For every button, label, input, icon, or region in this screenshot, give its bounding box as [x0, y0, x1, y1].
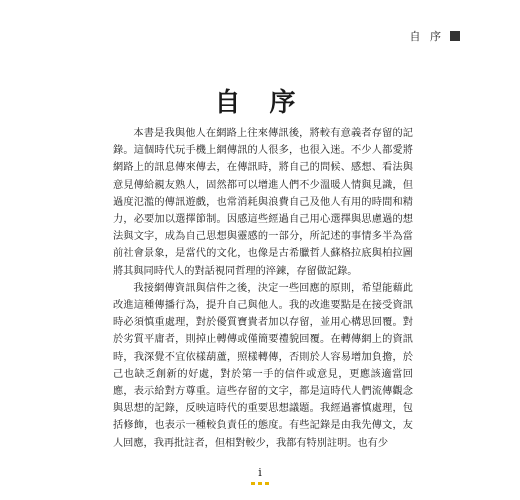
header-square-marker: [450, 31, 460, 41]
running-header-text: 自 序: [409, 30, 444, 43]
body-text: [113, 125, 413, 452]
page-number: i: [258, 466, 262, 479]
running-header: [410, 28, 461, 44]
paragraph-1: 本書是我與他人在網路上往來傳訊後，將較有意義者存留的記錄。這個時代玩手機上網傳訊的人很多，也很入迷。不少人都愛將網路上的訊息傳來傳去，在傳訊時，將自己的問候、感想、看法與意見傳給親友熟人，固然都可以增進人們不少溫暖人情與見識，但過度氾濫的傳訊遊戲，也常消耗與浪費自己及他人有用的時間和精力，必要加以選擇節制。因感這些經過自己用心選擇與思慮過的想法與文字，成為自己思想與靈感的一部分，所記述的事情多半為當前社會景象，是當代的文化，也像是古希臘哲人蘇格拉底與柏拉圖將其與同時代人的對話視同哲理的淬鍊，存留做記錄。: [113, 128, 413, 277]
page-number-ornament: [251, 482, 269, 485]
ornament-dot: [265, 482, 269, 485]
ornament-dot: [251, 482, 255, 485]
ornament-dot: [258, 482, 262, 485]
paragraph-2: 我接網傳資訊與信件之後，決定一些回應的原則，希望能藉此改進這種傳播行為，提升自己與他人。我的改進要點是在接受資訊時必須慎重處理，對於優質寶貴者加以存留，並用心構思回覆。對於劣質平庸者，則掉止轉傳或僅簡要禮貌回覆。在轉傳網上的資訊時，我深覺不宜依樣葫蘆，照樣轉傳，否則於人容易增加負擔，於己也缺乏創新的好處，對於第一手的信件或意見，更應該適當回應，表示給對方尊重。這些存留的文字，都是這時代人們流傳觀念與思想的記錄，反映這時代的重要思想議題。我經過審慎處理，包括修飾，也表示一種較負責任的態度。有些記錄是由我先傳文，友人回應，我再批註者，但相對較少，我都有特別註明。也有少: [113, 282, 413, 449]
page-title: 自 序: [214, 88, 306, 118]
